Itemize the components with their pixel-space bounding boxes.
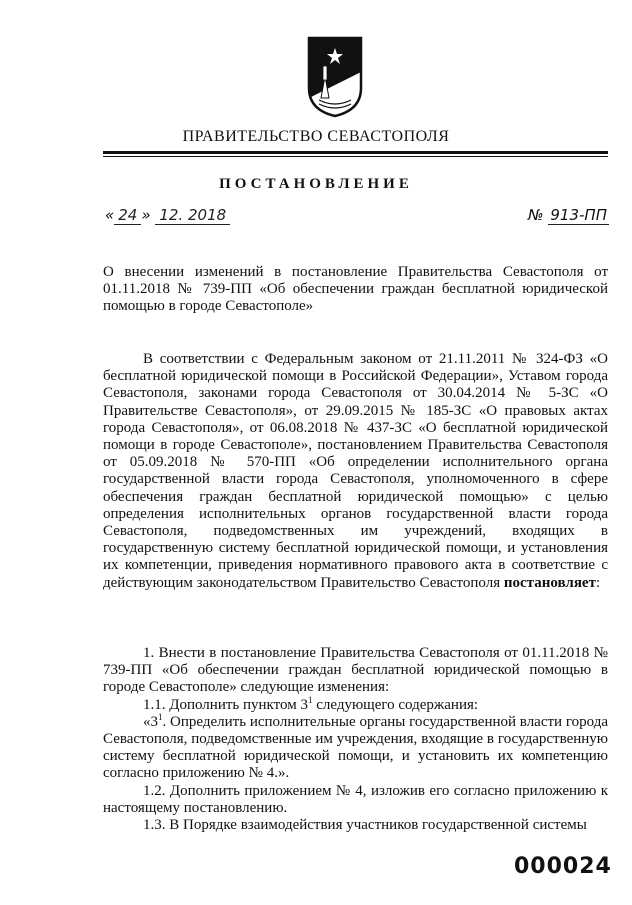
- organization-name: ПРАВИТЕЛЬСТВО СЕВАСТОПОЛЯ: [182, 128, 450, 145]
- preamble-text: В соответствии с Федеральным законом от 21.11.2011 № 324-ФЗ «О бесплатной юридической помощи в Российской Федерации», Уставом города Севастополя, законами города Севастополя от 30.04.2014 № 5-ЗС «О Правительстве Севастополя», от 29.09.2015 № 185-ЗС «О правовых актах города Севастополя», от 06.08.2018 № 437-ЗС «О бесплатной юридической помощи в городе Севастополе», постановлением Правительства Севастополя от 05.09.2018 № 570-ПП «Об определении исполнительного органа государственной власти города Севастополя, уполномоченного в сфере обеспечения граждан бесплатной юридической помощью» с целью определения исполнительных органов государственной власти города Севастополя, подведомственных им учреждений, входящих в государственную систему бесплатной юридической помощи, и установления их компетенции, приведения нормативного правового акта в соответствие с действующим законодательством Правительство Севастополя: [103, 351, 608, 591]
- item-1-1-superscript: 1: [307, 694, 313, 705]
- resolves-word: постановляет: [503, 574, 596, 591]
- item-3-1-text-b: . Определить исполнительные органы государственной власти города Севастополя, подведомственные им учреждения, входящие в государственную систему бесплатной юридической помощи, и установить их компетенцию согласно приложению № 4.».: [103, 713, 608, 782]
- number-value: 913-ПП: [550, 206, 607, 224]
- page-stamp-number: 000024: [514, 854, 612, 879]
- sevastopol-coat-of-arms-emblem: [305, 36, 365, 118]
- document-date: « 24 » 12. 2018: [105, 206, 230, 224]
- item-1-1-text-b: следующего содержания:: [312, 696, 479, 713]
- document-number: [528, 206, 609, 224]
- item-1-1: [103, 694, 608, 714]
- preamble-paragraph: [103, 351, 608, 592]
- preamble-colon: :: [595, 574, 601, 591]
- item-3-1-superscript: 1: [158, 711, 163, 722]
- date-month-year: 12. 2018: [155, 206, 230, 225]
- item-3-1-text: [103, 711, 608, 783]
- resolution-items: [103, 645, 608, 834]
- header-rule-thin: [103, 156, 608, 157]
- preamble: [103, 351, 608, 592]
- header-rule-thick: [103, 151, 608, 154]
- document-type-title: ПОСТАНОВЛЕНИЕ: [219, 176, 413, 192]
- item-1-1-text-a: 1.1. Дополнить пунктом 3: [143, 696, 308, 713]
- document-subject: О внесении изменений в постановление Правительства Севастополя от 01.11.2018 № 739-ПП «Об обеспечении граждан бесплатной юридической помощью в городе Севастополе»: [103, 264, 608, 315]
- item-1-3: 1.3. В Порядке взаимодействия участников государственной системы: [143, 817, 587, 834]
- date-day: 24: [114, 206, 141, 225]
- number-prefix: №: [528, 206, 544, 224]
- item-3-1-text-a: «3: [143, 713, 158, 730]
- item-1-2: 1.2. Дополнить приложением № 4, изложив его согласно приложению к настоящему постановлению.: [103, 782, 608, 816]
- item-1: 1. Внести в постановление Правительства Севастополя от 01.11.2018 № 739-ПП «Об обеспечении граждан бесплатной юридической помощью в городе Севастополе» следующие изменения:: [103, 645, 608, 696]
